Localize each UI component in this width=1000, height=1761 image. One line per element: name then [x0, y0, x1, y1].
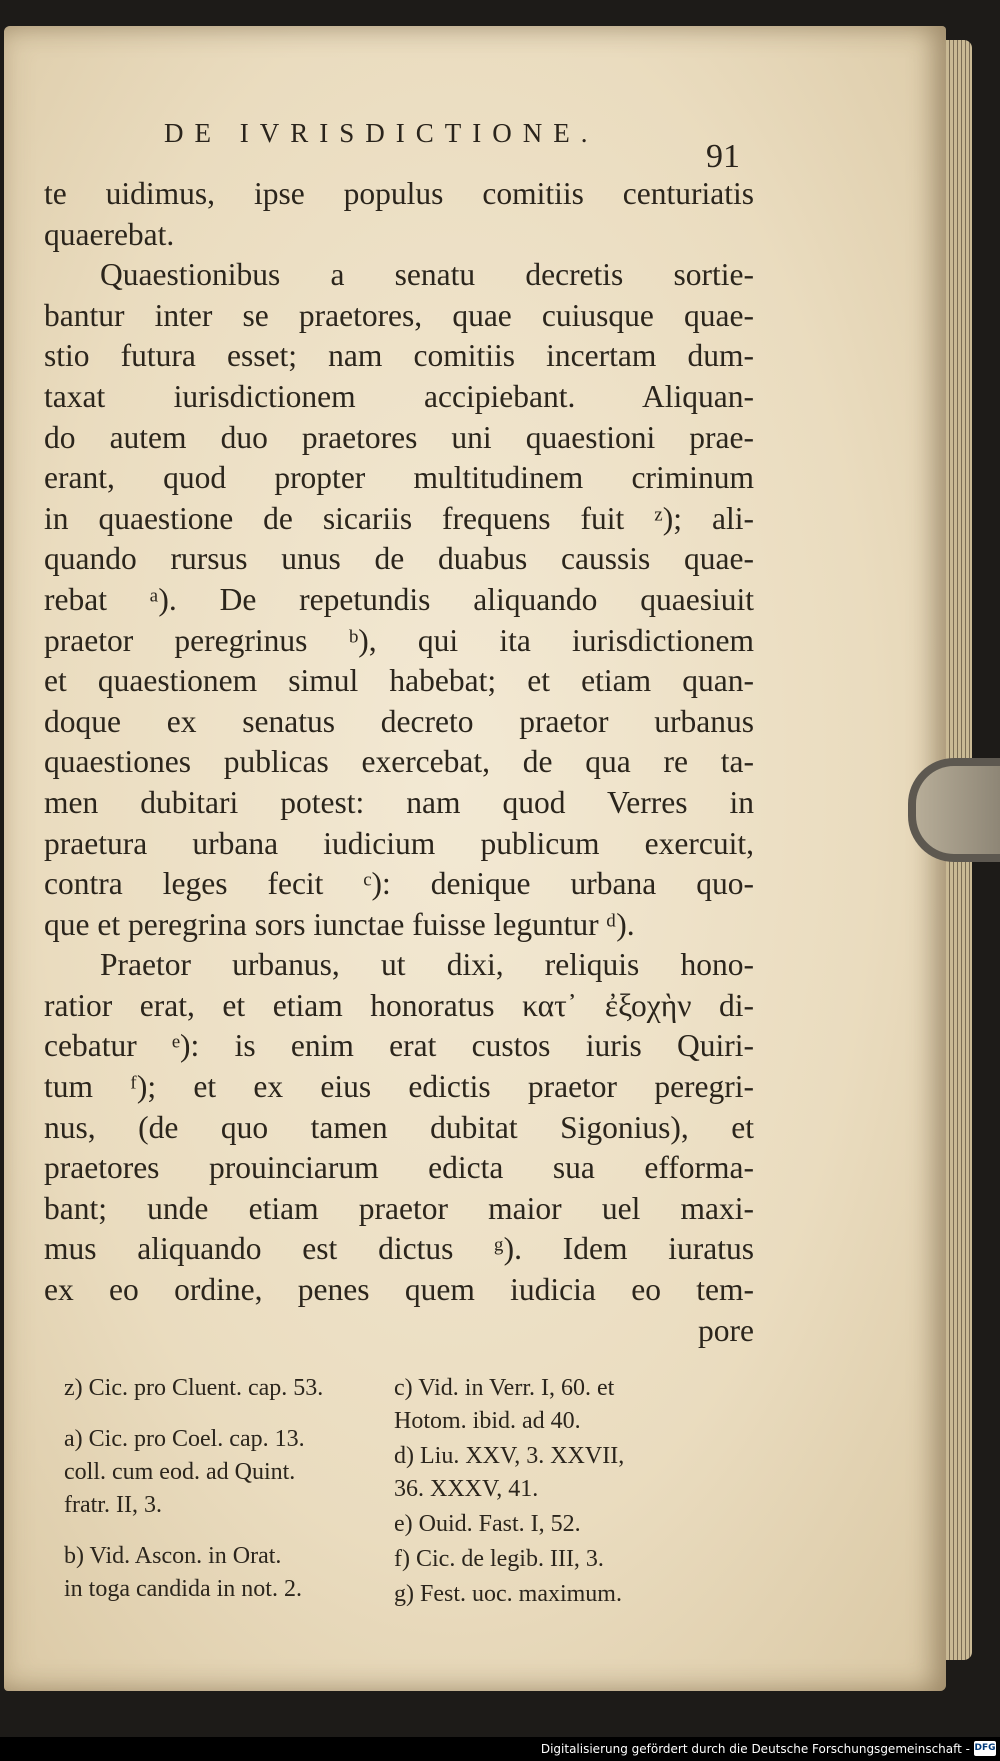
- body-line: doque ex senatus decreto praetor urbanus: [44, 703, 754, 739]
- footnote-line: Hotom. ibid. ad 40.: [394, 1408, 581, 1434]
- footnote-line: f) Cic. de legib. III, 3.: [394, 1546, 604, 1572]
- body-line: taxat iurisdictionem accipiebant. Aliquan-: [44, 378, 754, 414]
- body-line: stio futura esset; nam comitiis incertam dum-: [44, 338, 754, 374]
- footnote-line: b) Vid. Ascon. in Orat.: [64, 1543, 282, 1569]
- footnote-line: 36. XXXV, 41.: [394, 1476, 539, 1502]
- body-line: quando rursus unus de duabus caussis quae-: [44, 541, 754, 577]
- digitization-footer: [0, 1737, 1000, 1761]
- body-line: et quaestionem simul habebat; et etiam quan-: [44, 663, 754, 699]
- footnote: [394, 1508, 760, 1541]
- body-line: contra leges fecit ᶜ): denique urbana quo-: [44, 866, 754, 902]
- body-line: nus, (de quo tamen dubitat Sigonius), et: [44, 1109, 754, 1145]
- footnote: [394, 1372, 760, 1438]
- dfg-logo: DFG: [974, 1741, 996, 1756]
- body-line: do autem duo praetores uni quaestioni prae-: [44, 419, 754, 455]
- footnotes-right-column: [394, 1372, 760, 1613]
- footnote-line: in toga candida in not. 2.: [64, 1576, 302, 1602]
- body-line: praetura urbana iudicium publicum exercuit,: [44, 825, 754, 861]
- footnote: [64, 1423, 384, 1522]
- body-line: cebatur ᵉ): is enim erat custos iuris Quiri-: [44, 1028, 754, 1064]
- running-header: DE IVRISDICTIONE.: [164, 118, 599, 148]
- footnotes: [40, 1372, 760, 1652]
- page-number: 91: [706, 138, 740, 175]
- footnote-line: z) Cic. pro Cluent. cap. 53.: [64, 1375, 324, 1401]
- body-line: bant; unde etiam praetor maior uel maxi-: [44, 1190, 754, 1226]
- body-line: quaerebat.: [44, 216, 175, 252]
- body-line: rebat ᵃ). De repetundis aliquando quaesiuit: [44, 581, 754, 617]
- body-line: ratior erat, et etiam honoratus κατ᾽ ἐξοχὴν di-: [44, 987, 754, 1023]
- footnote-line: a) Cic. pro Coel. cap. 13.: [64, 1426, 305, 1452]
- body-text: [44, 174, 754, 1351]
- footnote-line: g) Fest. uoc. maximum.: [394, 1581, 622, 1607]
- footnote-line: d) Liu. XXV, 3. XXVII,: [394, 1443, 625, 1469]
- footnote: [64, 1540, 384, 1606]
- page-clip: [908, 758, 1000, 862]
- body-line: pore: [698, 1312, 754, 1348]
- body-line: que et peregrina sors iunctae fuisse leguntur ᵈ).: [44, 906, 635, 942]
- footnote-line: fratr. II, 3.: [64, 1492, 162, 1518]
- body-line: Quaestionibus a senatu decretis sortie-: [100, 257, 754, 293]
- footnote: [64, 1372, 384, 1405]
- footnote: [394, 1578, 760, 1611]
- footnote-line: coll. cum eod. ad Quint.: [64, 1459, 296, 1485]
- body-line: bantur inter se praetores, quae cuiusque quae-: [44, 297, 754, 333]
- body-line: quaestiones publicas exercebat, de qua re ta-: [44, 744, 754, 780]
- book-page: [4, 26, 946, 1691]
- body-line: in quaestione de sicariis frequens fuit ᶻ); ali-: [44, 500, 754, 536]
- footnotes-left-column: [64, 1372, 384, 1624]
- body-line: tum ᶠ); et ex eius edictis praetor peregri-: [44, 1069, 754, 1105]
- footnote-line: c) Vid. in Verr. I, 60. et: [394, 1375, 615, 1401]
- footer-credit: Digitalisierung gefördert durch die Deutsche Forschungsgemeinschaft -: [540, 1742, 970, 1756]
- body-line: men dubitari potest: nam quod Verres in: [44, 784, 754, 820]
- footnote: [394, 1543, 760, 1576]
- body-line: erant, quod propter multitudinem criminum: [44, 460, 754, 496]
- body-line: praetores prouinciarum edicta sua efforma-: [44, 1150, 754, 1186]
- body-line: te uidimus, ipse populus comitiis centuriatis: [44, 176, 754, 211]
- body-line: Praetor urbanus, ut dixi, reliquis hono-: [100, 947, 754, 983]
- body-line: mus aliquando est dictus ᵍ). Idem iuratus: [44, 1231, 754, 1267]
- footnote-line: e) Ouid. Fast. I, 52.: [394, 1511, 581, 1537]
- footnote: [394, 1440, 760, 1506]
- body-line: ex eo ordine, penes quem iudicia eo tem-: [44, 1272, 754, 1308]
- body-line: praetor peregrinus ᵇ), qui ita iurisdictionem: [44, 622, 754, 658]
